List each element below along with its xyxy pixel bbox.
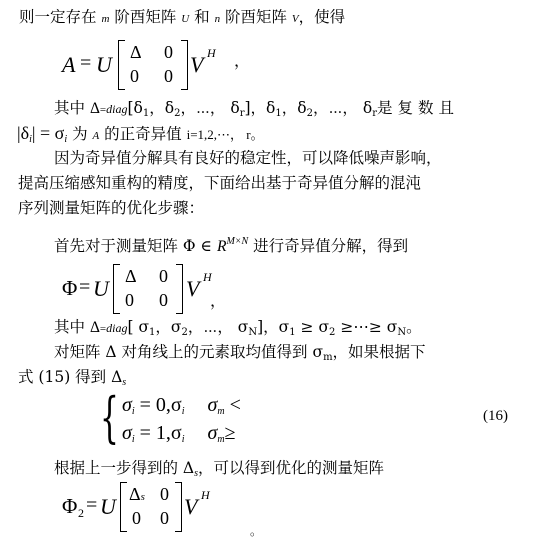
text-fragment: 进行奇异值分解，得到	[248, 237, 409, 255]
text-fragment: 其中	[54, 318, 90, 336]
right-bracket	[181, 40, 188, 90]
text-line-1	[19, 7, 345, 29]
left-bracket	[113, 264, 120, 314]
symbol: Δ	[89, 319, 100, 336]
subscript: i	[181, 434, 185, 445]
symbol: 。	[406, 318, 422, 336]
equation-number: (16)	[483, 408, 508, 424]
right-bracket	[175, 482, 182, 532]
subscript: s	[122, 377, 127, 388]
text-line-average	[54, 342, 426, 368]
subscript: s	[140, 491, 145, 503]
matrix-cell: 0	[159, 290, 168, 310]
symbol: [ σ	[127, 318, 150, 336]
symbol: δ	[133, 99, 143, 117]
eq-U: U	[93, 276, 109, 301]
equation-3	[62, 482, 262, 532]
eq-sign: =	[79, 276, 91, 298]
subscript: 2	[306, 108, 313, 119]
symbol: =	[99, 104, 107, 116]
matrix-cell: Δ	[130, 42, 142, 62]
subscript: m	[217, 406, 225, 417]
subscript: 2	[174, 108, 181, 119]
symbol: = 1,σ	[134, 422, 182, 444]
var-V: V	[291, 13, 299, 25]
equation-2	[62, 264, 262, 314]
text-fragment: ，如果根据下	[332, 343, 426, 361]
symbol: ≥ σ	[295, 318, 330, 336]
matrix	[118, 40, 188, 90]
eq-lhs-subscript: 2	[78, 506, 84, 520]
symbol: = 0,σ	[134, 394, 182, 416]
equation-1	[62, 40, 262, 90]
subscript: N	[248, 327, 258, 338]
end-mark: 。	[250, 524, 263, 538]
symbol: ，⋯， δ	[180, 99, 240, 117]
eq-lhs: Φ	[62, 494, 78, 518]
eq-U: U	[100, 494, 116, 519]
var-m: m	[101, 13, 110, 25]
subscript: 1	[289, 327, 296, 338]
eq-trail: ，	[234, 53, 251, 70]
text-line-next	[54, 458, 384, 484]
subscript: m	[217, 434, 225, 445]
symbol: σ	[122, 422, 132, 444]
subscript: 1	[142, 108, 150, 119]
subscript: m	[323, 352, 333, 363]
eq-sign: =	[80, 52, 92, 74]
subscript: r	[239, 108, 245, 119]
symbol: σ	[122, 394, 132, 416]
diag-label: diag	[106, 321, 128, 335]
matrix-cell	[129, 484, 145, 505]
paragraph-line: 序列测量矩阵的优化步骤：	[18, 199, 205, 217]
subscript: 2	[181, 327, 188, 338]
var-U: U	[181, 13, 190, 25]
text-fragment: 对矩阵 Δ 对角线上的元素取均值得到 σ	[54, 343, 324, 361]
text-line-where-2	[54, 317, 422, 343]
symbol: ≥⋯≥ σ	[335, 318, 398, 336]
symbol: | = σ	[31, 123, 65, 143]
symbol: ，⋯， σ	[187, 318, 249, 336]
left-bracket	[118, 40, 125, 90]
eq-V: V	[184, 494, 198, 519]
eq-V: V	[190, 52, 204, 77]
paragraph-line: 提高压缩感知重构的精度，下面给出基于奇异值分解的混沌	[18, 174, 422, 192]
text-fragment: 首先对于测量矩阵 Φ ∈	[54, 237, 217, 255]
symbol: ]，	[244, 99, 267, 117]
subscript: 1	[275, 108, 282, 119]
text-fragment: 其中	[54, 99, 90, 117]
case-row-1	[122, 394, 241, 417]
subscript: i	[64, 134, 68, 145]
matrix-cell: 0	[160, 484, 169, 504]
text-fragment: 阶酉矩阵	[109, 8, 182, 26]
subscript: 2	[329, 327, 336, 338]
eq-U: U	[96, 52, 112, 77]
matrix	[120, 482, 182, 532]
subscript: N	[397, 327, 407, 338]
matrix-cell: 0	[125, 290, 134, 310]
symbol: σ	[207, 422, 218, 444]
left-brace: {	[100, 386, 119, 449]
symbol: ，δ	[281, 99, 307, 117]
text-fragment: 的正奇异值	[99, 125, 187, 143]
subscript: i	[131, 406, 135, 417]
var-A: A	[92, 130, 100, 142]
text-fragment: ，可以得到优化的测量矩阵	[198, 459, 385, 477]
subscript: s	[194, 468, 199, 479]
text-fragment: 和	[189, 8, 215, 26]
symbol: ]，	[257, 318, 279, 336]
index-range: i=1,2,⋯， r。	[186, 127, 264, 142]
left-bracket	[120, 482, 127, 532]
matrix-cell: 0	[164, 66, 173, 86]
symbol: ，δ	[149, 99, 175, 117]
var-R: R	[216, 238, 227, 255]
matrix-cell: 0	[130, 66, 139, 86]
text-line-first	[54, 232, 408, 257]
symbol: ≥	[224, 422, 236, 444]
matrix-cell: 0	[164, 42, 173, 62]
symbol: σ	[278, 318, 290, 336]
eq-superscript: H	[203, 270, 212, 284]
text-fragment: 则一定存在	[19, 8, 102, 26]
superscript: M×N	[226, 236, 249, 247]
eq-lhs: Φ	[62, 276, 78, 300]
matrix-cell: 0	[160, 508, 169, 528]
eq-V: V	[186, 276, 200, 301]
symbol: [	[127, 99, 134, 117]
text-line-abs	[17, 123, 264, 150]
symbol: δ	[266, 99, 276, 117]
subscript: i	[131, 434, 135, 445]
symbol: ，σ	[155, 318, 182, 336]
subscript: i	[29, 134, 32, 145]
symbol: <	[224, 394, 241, 416]
eq-trail: ，	[210, 293, 227, 310]
eq-superscript: H	[201, 488, 210, 502]
diag-label: diag	[106, 102, 128, 116]
eq-superscript: H	[207, 46, 216, 60]
symbol: ，⋯， δ	[312, 99, 373, 117]
symbol: =	[99, 323, 107, 335]
text-fragment: 为	[72, 125, 93, 143]
var-n: n	[214, 13, 221, 25]
text-fragment: 根据上一步得到的 Δ	[54, 459, 195, 477]
equation-16	[100, 386, 530, 450]
symbol: Δ	[89, 100, 100, 117]
subscript: 1	[149, 327, 156, 338]
text-line-where-1	[54, 98, 459, 124]
text-fragment: 式 (15) 得到 Δ	[18, 368, 123, 386]
right-bracket	[176, 264, 183, 314]
symbol: |δ	[17, 123, 30, 143]
matrix	[113, 264, 183, 314]
symbol: Δ	[129, 484, 141, 504]
matrix-cell: Δ	[125, 266, 137, 286]
matrix-cell: 0	[159, 266, 168, 286]
eq-sign: =	[86, 494, 98, 516]
text-fragment: 是复数且	[376, 99, 459, 117]
text-fragment: 阶酉矩阵	[220, 8, 292, 26]
symbol: σ	[207, 394, 218, 416]
subscript: r	[372, 108, 377, 119]
text-fragment: ，使得	[298, 8, 346, 26]
subscript: i	[181, 406, 185, 417]
eq-lhs: A	[62, 52, 76, 77]
case-row-2	[122, 422, 236, 445]
matrix-cell: 0	[132, 508, 141, 528]
paragraph-line: 因为奇异值分解具有良好的稳定性，可以降低噪声影响，	[54, 149, 442, 167]
